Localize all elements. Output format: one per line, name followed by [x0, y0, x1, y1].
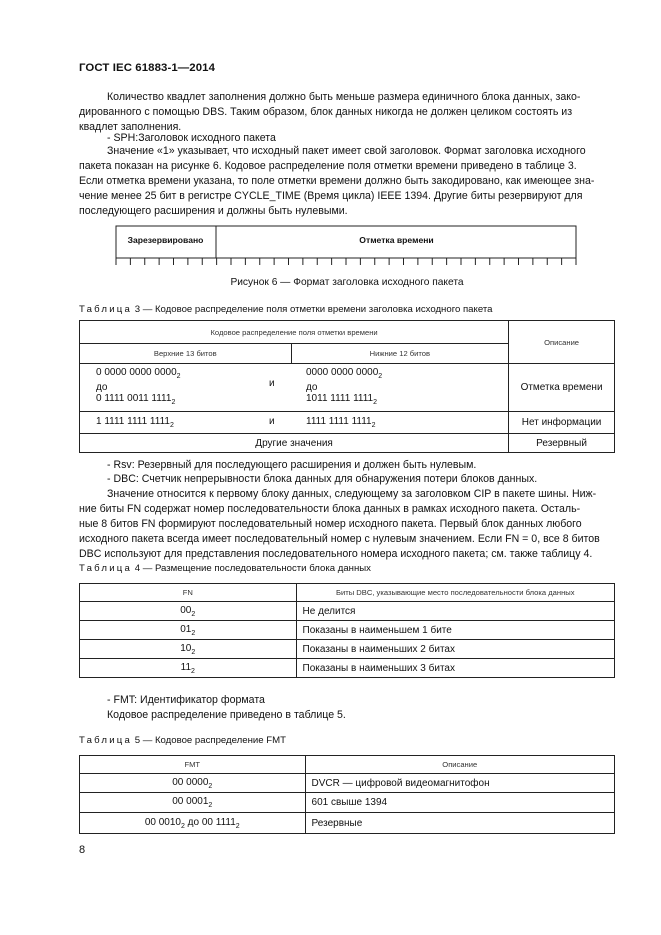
table3-row1-values — [80, 364, 509, 412]
fmt-item: - FMT: Идентификатор формата — [107, 694, 265, 706]
sph-line: Если отметка времени указана, то поле отметки времени должно быть закодировано, как имеющее зна- — [79, 175, 595, 187]
dbc-paragraph — [79, 487, 615, 562]
figure-6-diagram — [115, 225, 577, 268]
fmt-range-from: 00 0010 — [144, 816, 181, 828]
table5-caption-text: 5 — Кодовое распределение FMT — [134, 735, 286, 746]
dbc-line: ные 8 битов FN формируют последовательный номер исходного пакета. Первый блок данных любого — [79, 518, 582, 530]
binary-subscript: 2 — [191, 610, 196, 618]
upper-from: 0 0000 0000 0000 — [96, 367, 177, 378]
fn-value: 11 — [180, 661, 192, 673]
and-word: и — [269, 416, 275, 427]
sph-paragraph — [79, 144, 615, 219]
binary-subscript: 2 — [171, 399, 176, 406]
table3-head-upper: Верхние 13 битов — [80, 344, 292, 364]
table-row — [80, 774, 615, 793]
table-row — [80, 640, 615, 659]
table4-caption-text: 4 — Размещение последовательности блока данных — [134, 563, 371, 574]
table3-row2-desc: Нет информации — [509, 412, 615, 434]
sph-line: чение менее 25 бит в регистре CYCLE_TIME (Время цикла) IEEE 1394. Другие биты резервируют для — [79, 190, 583, 202]
fn-desc: Показаны в наименьших 3 битах — [296, 659, 614, 678]
fmt-text: Кодовое распределение приведено в таблице 5. — [107, 709, 346, 721]
binary-subscript: 2 — [208, 782, 213, 790]
binary-subscript: 2 — [176, 373, 181, 380]
fn-value: 00 — [180, 604, 192, 616]
binary-subscript: 2 — [208, 802, 213, 809]
table-row — [80, 813, 615, 834]
binary-subscript: 2 — [180, 822, 185, 830]
figure-caption: Рисунок 6 — Формат заголовка исходного пакета — [230, 277, 464, 288]
reserved-field-label: Зарезервировано — [127, 235, 204, 245]
dbc-item: - DBC: Счетчик непрерывности блока данных для обнаружения потери блоков данных. — [107, 473, 538, 485]
table5 — [79, 755, 615, 834]
table4 — [79, 583, 615, 678]
lower-from: 0000 0000 0000 — [306, 367, 379, 378]
upper-to: 0 1111 0011 1111 — [96, 393, 172, 404]
table-row — [80, 659, 615, 678]
table-row — [80, 793, 615, 813]
binary-subscript: 2 — [191, 648, 196, 656]
table5-caption-prefix: Таблица — [79, 735, 133, 746]
binary-subscript: 2 — [191, 667, 195, 675]
intro-line: Количество квадлет заполнения должно быть меньше размера единичного блока данных, зако- — [107, 91, 581, 103]
upper-to-word: до — [96, 382, 108, 393]
intro-line: квадлет заполнения. — [79, 121, 182, 133]
page-number: 8 — [79, 844, 86, 856]
fn-desc: Показаны в наименьших 2 битах — [296, 640, 614, 659]
table-row — [80, 621, 615, 640]
binary-subscript: 2 — [373, 399, 378, 406]
table3 — [79, 320, 615, 453]
dbc-line: Значение относится к первому блоку данных, следующему за заголовком CIP в пакете шины. Ниж- — [107, 488, 597, 500]
fmt-range-to: 00 1111 — [201, 816, 236, 828]
intro-line: дированного с помощью DBS. Таким образом, блок данных никогда не должен целиком состоять из — [79, 106, 573, 118]
fmt-desc: DVCR — цифровой видеомагнитофон — [305, 774, 614, 793]
table3-head-desc: Описание — [509, 321, 615, 364]
binary-subscript: 2 — [235, 822, 240, 830]
fmt-desc: Резервные — [305, 813, 614, 834]
dbc-line: ние биты FN содержат номер последовательности блока данных в рамках исходного пакета. Осталь- — [79, 503, 581, 515]
table3-head-lower: Нижние 12 битов — [291, 344, 509, 364]
figure-6-packet-format — [115, 225, 577, 268]
table3-row1-upper — [96, 367, 269, 408]
table3-caption-prefix: Таблица — [79, 304, 133, 315]
fn-desc: Не делится — [296, 602, 614, 621]
sph-line: Значение «1» указывает, что исходный пакет имеет свой заголовок. Формат заголовка исходного — [107, 145, 586, 157]
fmt-value: 00 0000 — [172, 776, 209, 788]
binary-subscript: 2 — [191, 629, 196, 637]
fn-value: 10 — [180, 642, 192, 654]
binary-subscript: 2 — [371, 422, 376, 429]
fmt-value: 00 0001 — [172, 796, 209, 807]
table4-head-bits: Биты DBC, указывающие место последовательности блока данных — [296, 584, 614, 602]
row2-upper: 1 1111 1111 1111 — [96, 416, 170, 427]
table3-caption-text: 3 — Кодовое распределение поля отметки времени заголовка исходного пакета — [134, 304, 493, 315]
fn-desc: Показаны в наименьшем 1 бите — [296, 621, 614, 640]
table4-head-fn: FN — [80, 584, 297, 602]
sph-item: - SPH:Заголовок исходного пакета — [107, 132, 276, 144]
dbc-line: DBC используют для представления последовательного номера исходного пакета; см. также таблицу 4. — [79, 548, 593, 560]
fmt-desc: 601 свыше 1394 — [305, 793, 614, 813]
table5-caption — [79, 735, 286, 746]
table5-head-fmt: FMT — [80, 756, 306, 774]
sph-line: пакета показан на рисунке 6. Кодовое распределение поля отметки времени приведено в таблице 3. — [79, 160, 577, 172]
dbc-line: исходного пакета всегда имеет последовательный номер с нулевым значением. Если FN = 0, все 8 битов — [79, 533, 600, 545]
and-word: и — [269, 378, 275, 389]
table5-head-desc: Описание — [305, 756, 614, 774]
binary-subscript: 2 — [378, 373, 383, 380]
table-row — [80, 602, 615, 621]
timestamp-field-label: Отметка времени — [359, 235, 434, 245]
table3-row1-desc: Отметка времени — [509, 364, 615, 412]
intro-paragraph — [79, 90, 615, 135]
document-header: ГОСТ IEC 61883-1—2014 — [79, 62, 216, 74]
table3-row1-lower — [306, 367, 382, 408]
fmt-range-to-word: до — [187, 816, 200, 828]
table4-caption — [79, 563, 371, 574]
bit-ticks — [116, 258, 576, 265]
fn-value: 01 — [180, 623, 192, 635]
table3-caption — [79, 304, 492, 315]
binary-subscript: 2 — [169, 422, 174, 429]
lower-to-word: до — [306, 382, 318, 393]
sph-line: последующего расширения и должны быть нулевыми. — [79, 205, 348, 217]
table4-caption-prefix: Таблица — [79, 563, 133, 574]
rsv-item: - Rsv: Резервный для последующего расширения и должен быть нулевым. — [107, 459, 477, 471]
row2-lower: 1111 1111 1111 — [306, 416, 372, 427]
table3-head-group: Кодовое распределение поля отметки времени — [80, 321, 509, 344]
table3-row2-values — [80, 412, 509, 434]
lower-to: 1011 1111 1111 — [306, 393, 374, 404]
table3-row3-desc: Резервный — [509, 434, 615, 453]
table3-row3-label: Другие значения — [80, 434, 509, 453]
